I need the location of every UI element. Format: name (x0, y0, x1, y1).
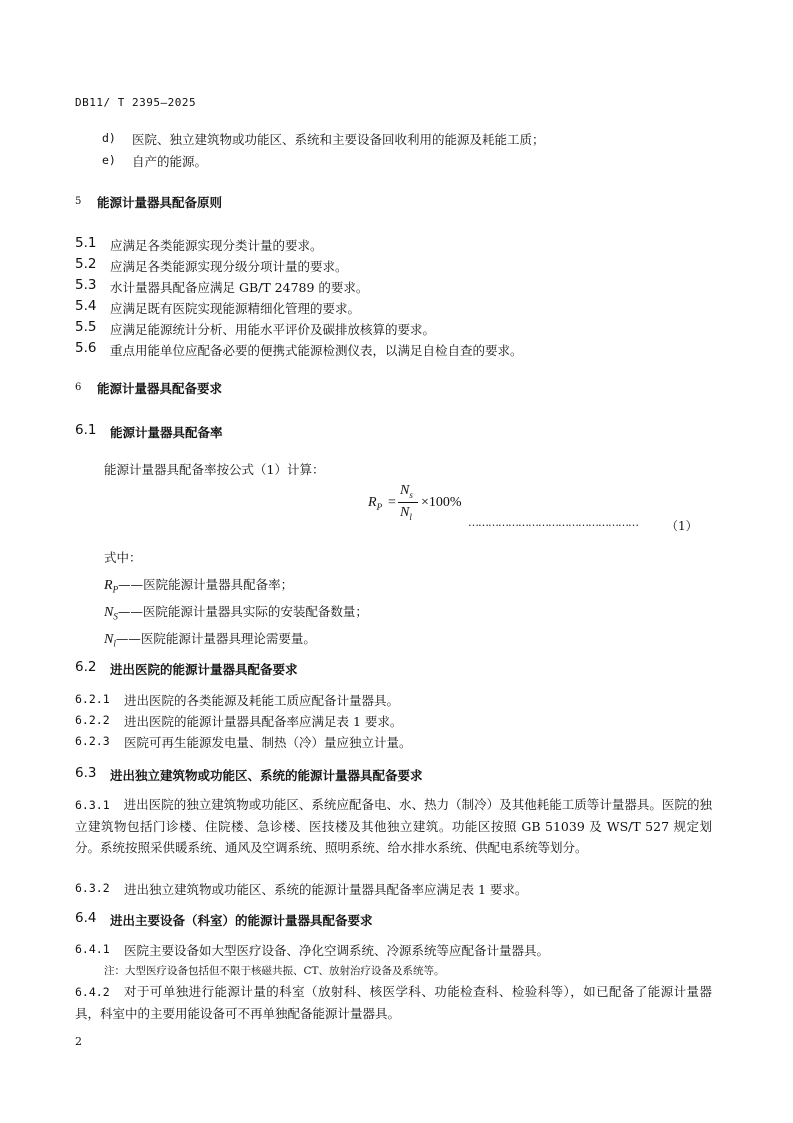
definition-nl (104, 629, 316, 649)
clause-6-1-title: 能源计量器具配备率 (110, 425, 223, 440)
formula-dot-leader: …………………………………………… (468, 516, 638, 529)
definition-rp-subscript: P (112, 584, 119, 595)
formula-multiplier: ×100% (421, 495, 462, 510)
clause-6-3-1 (75, 794, 712, 858)
list-item-d-text: 医院、独立建筑物或功能区、系统和主要设备回收利用的能源及耗能工质； (132, 132, 545, 147)
formula-denominator-subscript: l (409, 511, 412, 522)
clause-6-4-title: 进出主要设备（科室）的能源计量器具配备要求 (110, 913, 373, 928)
clause-6-3-2-text: 进出独立建筑物或功能区、系统的能源计量器具配备率应满足表 1 要求。 (124, 882, 528, 897)
clause-5-2-number: 5.2 (75, 256, 97, 272)
clause-5-5-number: 5.5 (75, 319, 97, 335)
clause-6-2-3-number: 6.2.3 (75, 734, 110, 748)
clause-6-4-2-number: 6.4.2 (75, 985, 110, 999)
standard-code-header: DB11/ T 2395—2025 (75, 96, 197, 109)
formula-denominator-symbol: N (400, 505, 410, 520)
clause-5-4-number: 5.4 (75, 298, 97, 314)
clause-5-3-number: 5.3 (75, 277, 97, 293)
definition-rp (104, 575, 293, 595)
clause-5-2-text: 应满足各类能源实现分级分项计量的要求。 (110, 259, 348, 274)
clause-5-1-number: 5.1 (75, 235, 97, 251)
section-6-number: 6 (75, 382, 82, 393)
formula-numerator-subscript: s (409, 489, 413, 500)
clause-6-3-1-text: 进出医院的独立建筑物或功能区、系统应配备电、水、热力（制冷）及其他耗能工质等计量器具。医院的独立建筑物包括门诊楼、住院楼、急诊楼、医技楼及其他独立建筑。功能区按照 GB 51039 及 WS/T 527 规定划分。系统按照采供暖系统、通风及空调系统、照明系统、给水排水系统、供配电系统等划分。 (75, 797, 712, 855)
definition-ns-text: ——医院能源计量器具实际的安装配备数量； (117, 604, 368, 619)
clause-6-3-1-number: 6.3.1 (75, 798, 110, 812)
clause-6-1-number: 6.1 (75, 422, 97, 438)
definition-nl-text: ——医院能源计量器具理论需要量。 (115, 631, 316, 646)
formula-numerator-symbol: N (400, 483, 410, 498)
list-marker-e: e) (102, 153, 116, 167)
clause-6-2-1-number: 6.2.1 (75, 692, 110, 706)
formula-fraction-bar (398, 502, 418, 503)
clause-5-5-text: 应满足能源统计分析、用能水平评价及碳排放核算的要求。 (110, 322, 436, 337)
clause-6-4-2-text: 对于可单独进行能源计量的科室（放射科、核医学科、功能检查科、检验科等），如已配备了能源计量器具，科室中的主要用能设备可不再单独配备能源计量器具。 (75, 984, 712, 1021)
definition-ns-symbol: N (104, 605, 114, 620)
clause-5-6-text: 重点用能单位应配备必要的便携式能源检测仪表，以满足自检自查的要求。 (110, 343, 523, 358)
formula-lhs (368, 495, 382, 512)
definition-nl-subscript: l (113, 638, 116, 649)
formula-numerator (400, 483, 413, 500)
formula-intro: 能源计量器具配备率按公式（1）计算： (104, 462, 325, 477)
clause-5-3-text: 水计量器具配备应满足 GB/T 24789 的要求。 (110, 280, 369, 295)
definition-rp-text: ——医院能源计量器具配备率； (118, 577, 294, 592)
clause-6-4-2 (75, 981, 712, 1024)
section-6-title: 能源计量器具配备要求 (97, 381, 223, 396)
formula-equals: = (388, 495, 396, 510)
clause-6-2-2-text: 进出医院的能源计量器具配备率应满足表 1 要求。 (124, 714, 403, 729)
clause-6-3-title: 进出独立建筑物或功能区、系统的能源计量器具配备要求 (110, 768, 423, 783)
clause-5-1-text: 应满足各类能源实现分类计量的要求。 (110, 238, 323, 253)
clause-5-6-number: 5.6 (75, 340, 97, 356)
clause-5-4-text: 应满足既有医院实现能源精细化管理的要求。 (110, 301, 361, 316)
clause-6-2-3-text: 医院可再生能源发电量、制热（冷）量应独立计量。 (124, 735, 412, 750)
formula-equation-number: （1） (666, 519, 698, 533)
formula-denominator (400, 505, 412, 522)
definition-ns-subscript: S (113, 611, 118, 622)
definition-rp-symbol: R (104, 578, 113, 593)
clause-6-4-1-text: 医院主要设备如大型医疗设备、净化空调系统、冷源系统等应配备计量器具。 (124, 943, 550, 958)
clause-6-4-number: 6.4 (75, 910, 97, 926)
clause-6-3-2-number: 6.3.2 (75, 881, 110, 895)
list-marker-d: d) (102, 131, 116, 145)
formula-lhs-symbol: R (368, 495, 377, 510)
where-label: 式中： (104, 550, 142, 565)
clause-6-2-number: 6.2 (75, 659, 97, 675)
definition-ns (104, 602, 368, 622)
definition-nl-symbol: N (104, 632, 114, 647)
note-large-equipment: 注：大型医疗设备包括但不限于核磁共振、CT、放射治疗设备及系统等。 (104, 965, 445, 977)
page-number: 2 (75, 1035, 82, 1048)
clause-6-3-number: 6.3 (75, 765, 97, 781)
list-item-e-text: 自产的能源。 (132, 154, 208, 169)
formula-lhs-subscript: P (376, 501, 383, 512)
clause-6-2-title: 进出医院的能源计量器具配备要求 (110, 662, 298, 677)
clause-6-4-1-number: 6.4.1 (75, 942, 110, 956)
clause-6-2-1-text: 进出医院的各类能源及耗能工质应配备计量器具。 (124, 693, 400, 708)
section-5-number: 5 (75, 196, 82, 207)
section-5-title: 能源计量器具配备原则 (97, 195, 223, 210)
clause-6-2-2-number: 6.2.2 (75, 713, 110, 727)
